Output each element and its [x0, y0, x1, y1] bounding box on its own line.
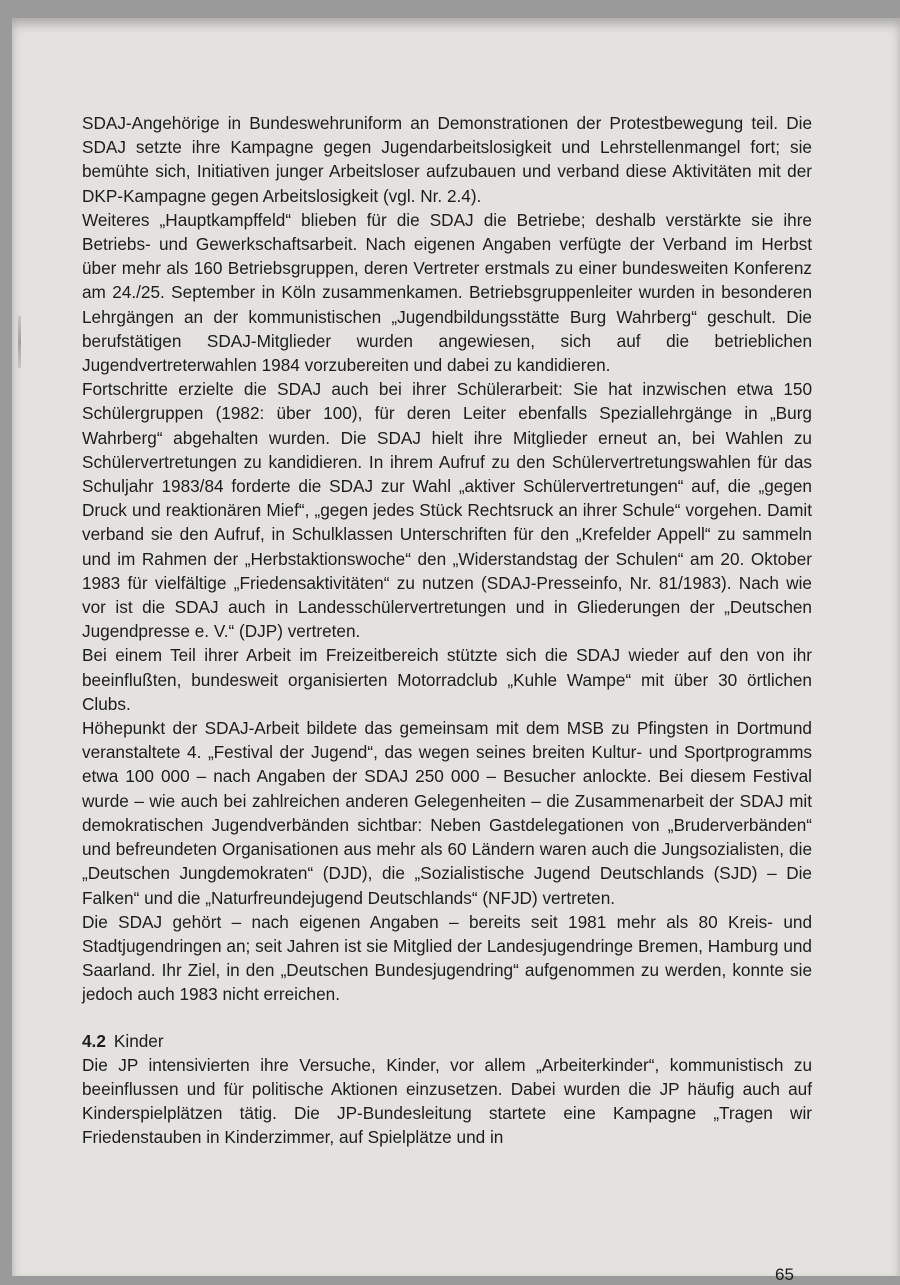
scan-artifact: [18, 316, 21, 368]
page-number: 65: [775, 1265, 794, 1284]
document-page: [12, 18, 900, 1284]
body-text: [82, 111, 812, 1150]
section-number: 4.2: [82, 1030, 106, 1051]
paragraph: Weiteres „Hauptkampffeld“ blieben für die SDAJ die Betriebe; deshalb verstärkte sie ihre Betriebs- und Gewerkschaftsarbeit. Nach eigenen Angaben verfügte der Verband im Herbst über mehr als 160 Betriebsgruppen, deren Vertreter erstmals zu einer bundesweiten Konferenz am 24./25. September in Köln zusammenkamen. Betriebsgruppenleiter wurden in besonderen Lehrgängen an der kommunistischen „Jugendbildungsstätte Burg Wahrberg“ geschult. Die berufstätigen SDAJ-Mitglieder wurden angewiesen, sich auf die betrieblichen Jugendvertreterwahlen 1984 vorzubereiten und dabei zu kandidieren.: [82, 209, 812, 376]
section-title: Kinder: [113, 1030, 164, 1051]
paragraph: SDAJ-Angehörige in Bundeswehruniform an Demonstrationen der Protestbewegung teil. Die SDAJ setzte ihre Kampagne gegen Jugendarbeitslosigkeit und Lehrstellenmangel fort; sie bemühte sich, Initiativen junger Arbeitsloser aufzubauen und verband diese Aktivitäten mit der DKP-Kampagne gegen Arbeitslosigkeit (vgl. Nr. 2.4).: [82, 113, 812, 206]
paragraph: Fortschritte erzielte die SDAJ auch bei ihrer Schülerarbeit: Sie hat inzwischen etwa 150 Schülergruppen (1982: über 100), für deren Leiter ebenfalls Speziallehrgänge in „Burg Wahrberg“ abgehalten wurden. Die SDAJ hielt ihre Mitglieder erneut an, bei Wahlen zu Schülervertretungen zu kandidieren. In ihrem Aufruf zu den Schülervertretungswahlen für das Schuljahr 1983/84 forderte die SDAJ zur Wahl „aktiver Schülervertretungen“ auf, die „gegen Druck und reaktionären Mief“, „gegen jedes Stück Rechtsruck an ihrer Schule“ vorgehen. Damit verband sie den Aufruf, in Schulklassen Unterschriften für den „Krefelder Appell“ zu sammeln und im Rahmen der „Herbstaktionswoche“ den „Widerstandstag der Schulen“ am 20. Oktober 1983 für vielfältige „Friedensaktivitäten“ zu nutzen (SDAJ-Presseinfo, Nr. 81/1983). Nach wie vor ist die SDAJ auch in Landesschülervertretungen und in Gliederungen der „Deutschen Jugendpresse e. V.“ (DJP) vertreten.: [82, 379, 812, 642]
section-paragraph: Die JP intensivierten ihre Versuche, Kinder, vor allem „Arbeiterkinder“, kommunistisch zu beeinflussen und für politische Aktionen einzusetzen. Dabei wurden die JP häufig auch auf Kinderspielplätzen tätig. Die JP-Bundesleitung startete eine Kampagne „Tragen wir Friedenstauben in Kinderzimmer, auf Spielplätze und in: [82, 1054, 812, 1148]
paragraph: Die SDAJ gehört – nach eigenen Angaben – bereits seit 1981 mehr als 80 Kreis- und Stadtjugendringen an; seit Jahren ist sie Mitglied der Landesjugendringe Bremen, Hamburg und Saarland. Ihr Ziel, in den „Deutschen Bundesjugendring“ aufgenommen zu werden, konnte sie jedoch auch 1983 nicht erreichen.: [82, 911, 812, 1005]
paragraph: Höhepunkt der SDAJ-Arbeit bildete das gemeinsam mit dem MSB zu Pfingsten in Dortmund veranstaltete 4. „Festival der Jugend“, das wegen seines breiten Kultur- und Sportprogramms etwa 100 000 – nach Angaben der SDAJ 250 000 – Besucher anlockte. Bei diesem Festival wurde – wie auch bei zahlreichen anderen Gelegenheiten – die Zusammenarbeit der SDAJ mit demokratischen Jugendverbänden sichtbar: Neben Gastdelegationen von „Bruderverbänden“ und befreundeten Organisationen aus mehr als 60 Ländern waren auch die Jungsozialisten, die „Deutschen Jungdemokraten“ (DJD), die „Sozialistische Jugend Deutschlands (SJD) – Die Falken“ und die „Naturfreundejugend Deutschlands“ (NFJD) vertreten.: [82, 718, 812, 908]
paragraph: Bei einem Teil ihrer Arbeit im Freizeitbereich stützte sich die SDAJ wieder auf den von ihr beeinflußten, bundesweit organisierten Motorradclub „Kuhle Wampe“ mit über 30 örtlichen Clubs.: [82, 645, 812, 714]
section-heading: [82, 1029, 812, 1053]
